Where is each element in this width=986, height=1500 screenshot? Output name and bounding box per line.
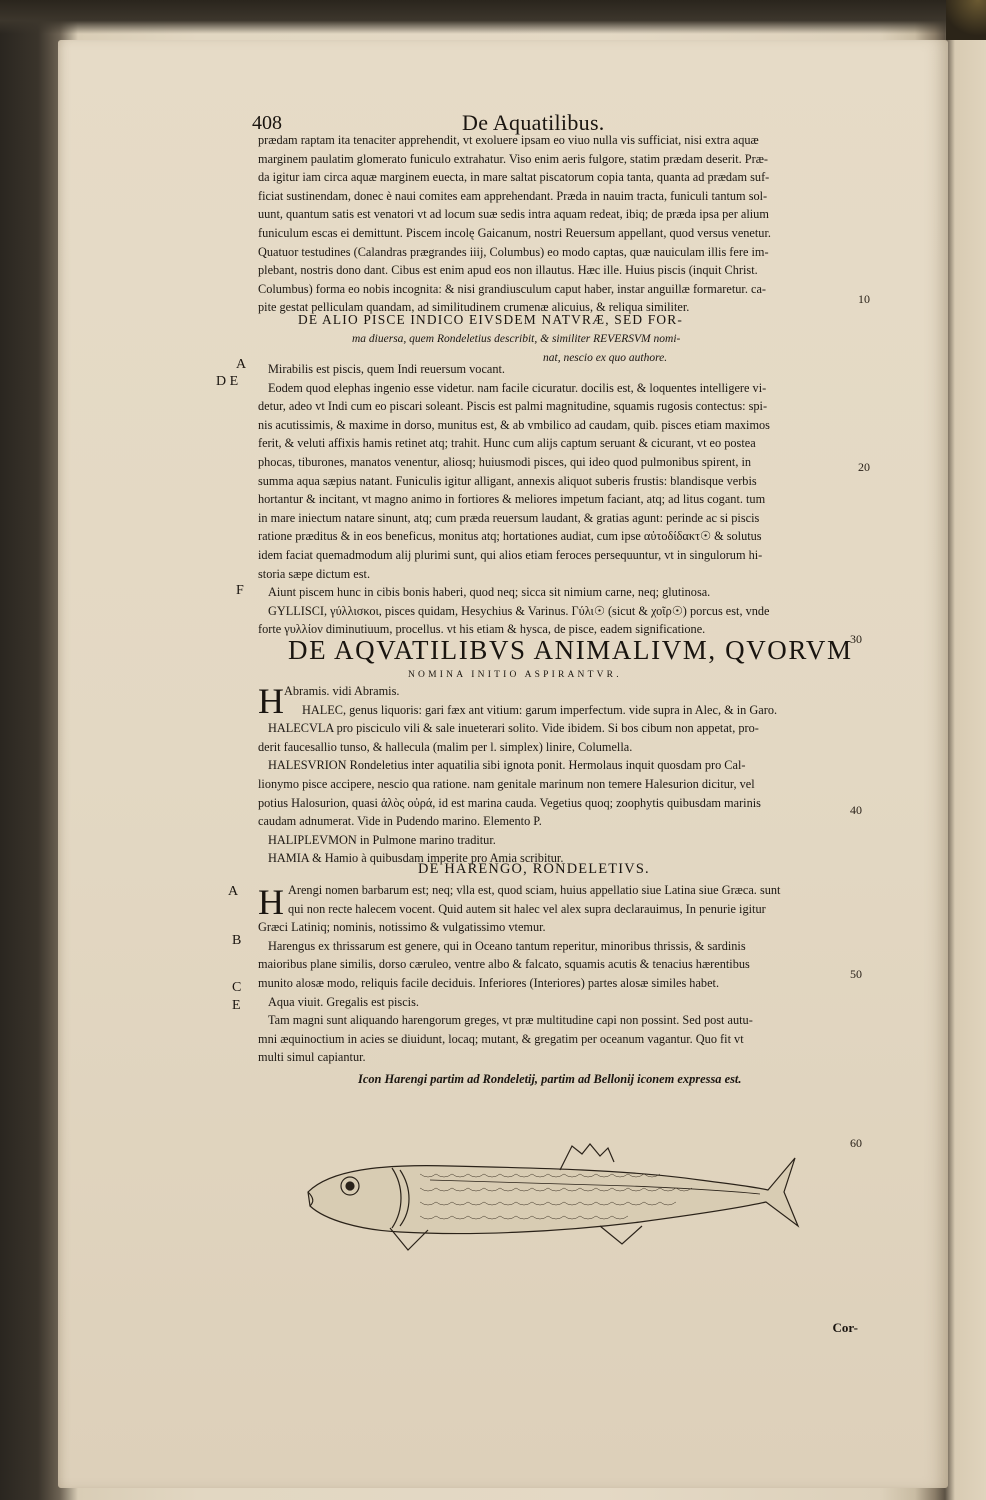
section1-text (258, 131, 771, 317)
text-line: Columbus) forma eo nobis incognita: & nisi grandiusculum caput haber, instar anguillæ formaretur. ca- (258, 281, 767, 296)
text-line: Græci Latiniq; nominis, notissimo & vulgatissimo vtemur. (258, 920, 546, 935)
section2-text (258, 360, 770, 639)
ribbon-marker (946, 0, 986, 40)
text-line: caudam adnumerat. Vide in Pudendo marino. Elemento P. (258, 814, 542, 829)
major-heading: DE AQVATILIBVS ANIMALIVM, QVORVM (288, 635, 853, 665)
text-line: HALEC, genus liquoris: gari fæx ant vitium: garum imperfectum. vide supra in Alec, & in Garo. (302, 702, 778, 717)
text-line: Arengi nomen barbarum est; neq; vlla est, quod sciam, huius appellatio siue Latina siue Græca. sunt (288, 883, 781, 897)
text-line: plebant, nostris dono dant. Cibus est enim apud eos non illautus. Hæc ille. Huius piscis (inquit Christ. (258, 263, 758, 278)
text-line: Harengus ex thrissarum est genere, qui in Oceano tantum reperitur, minoribus thrissis, & sardinis (268, 938, 746, 953)
page-number: 408 (252, 112, 282, 134)
text-line: ferit, & veluti affixis hamis retinet atq; trahit. Hunc cum alijs captum seruant & cicurant, vt eo postea (258, 436, 756, 451)
text-line: Aiunt piscem hunc in cibis bonis haberi, quod neq; sicca sit nimium carne, neq; glutinosa. (268, 585, 711, 600)
text-line: mni æquinoctium in acies se diuidunt, locaq; mutant, & gregatim per oceanum vagantur. Quo fit vt (258, 1031, 744, 1046)
margin-letter: F (236, 583, 244, 598)
text-line: munito alosæ modo, reliquis facile deciduis. Inferiores (Interiores) partes alosæ similes habet. (258, 975, 720, 990)
herring-woodcut-illustration (300, 1140, 800, 1290)
text-line: qui non recte halecem vocent. Quid autem sit halec vel alex supra declarauimus, In penurie igitur (288, 901, 766, 916)
drop-initial: H (258, 681, 284, 721)
figure-caption: Icon Harengi partim ad Rondeletij, partim ad Bellonij iconem expressa est. (358, 1072, 742, 1086)
text-line: Tam magni sunt aliquando harengorum greges, vt præ multitudine capi non possint. Sed post autu- (268, 1013, 753, 1028)
section3-text (258, 682, 777, 868)
text-line: funiculum escas ei demittunt. Piscem incolę Gaicanum, nostri Reuersum appellant, quod versus venetur. (258, 225, 771, 240)
margin-letter: B (232, 933, 242, 948)
text-line: HALIPLEVMON in Pulmone marino traditur. (268, 832, 496, 847)
section-heading: DE HARENGO, RONDELETIVS. (418, 861, 650, 877)
line-number: 50 (850, 967, 862, 981)
text-line: Abramis. vidi Abramis. (284, 684, 400, 698)
section-heading: DE ALIO PISCE INDICO EIVSDEM NATVRÆ, SED FOR- (298, 312, 684, 327)
text-line: phocas, tiburones, manatos venentur, aliosq; huiusmodi pisces, qui ideo quod pulmonibus spirent, in (258, 454, 752, 469)
text-line: forte γυλλίον diminutiuum, procellus. vt his etiam & hysca, de pisce, eadem significatione. (258, 622, 706, 637)
line-number: 30 (850, 632, 862, 646)
text-line: ratione præditus & in eos beneficus, monitus atq; hortationes audiat, cum ipse αὐτοδίδακτ☉ & solutus (258, 529, 762, 544)
margin-letter: C (232, 980, 242, 995)
section-heading-line3: nat, nescio ex quo authore. (543, 352, 668, 364)
text-line: HAMIA & Hamio à quibusdam imperite pro Amia scribitur. (268, 851, 564, 866)
margin-letter: E (232, 998, 241, 1013)
text-line: lionymo pisce accipere, nescio qua ratione. nam genitale marinum non temere Halesurion dicitur, vel (258, 776, 755, 791)
text-line: detur, adeo vt Indi cum eo piscari soleant. Piscis est palmi magnitudine, squamis rugosis contectus: spi- (258, 399, 768, 414)
text-line: multi simul capiantur. (258, 1050, 366, 1065)
text-line: ficiat sustinendam, donec è naui comites eam apprehendant. Præda in nauim tracta, funiculi tantum sol- (258, 188, 768, 203)
text-line: storia sæpe dictum est. (258, 566, 371, 581)
section-heading-line2: ma diuersa, quem Rondeletius describit, & similiter REVERSVM nomi- (352, 333, 681, 345)
text-line: potius Halosurion, quasi ἁλὸς οὐρά, id est marina cauda. Vegetius quoq; zoophytis quibusdam marinis (258, 795, 761, 810)
text-line: Mirabilis est piscis, quem Indi reuersum vocant. (268, 362, 506, 376)
text-line: uunt, quantum satis est venatori vt ad locum suæ sedis intra aquam redeat, ibiq; de præda ipsa per alium (258, 207, 769, 222)
running-title: De Aquatilibus. (462, 110, 605, 135)
major-heading-line2: NOMINA INITIO ASPIRANTVR. (408, 670, 622, 680)
margin-letter: A (236, 357, 247, 372)
text-line: maioribus plane similis, dorso cæruleo, ventre albo & falcato, squamis acutis & tenacius hærentibus (258, 957, 750, 972)
text-line: pite gestat pelliculam quandam, ad similitudinem crumenæ alicuius, & reliqua similiter. (258, 300, 690, 315)
text-line: Quatuor testudines (Calandras prægrandes iiij, Columbus) eo modo captas, quæ nauiculam illis fere im- (258, 244, 769, 259)
text-line: HALESVRION Rondeletius inter aquatilia sibi ignota ponit. Hermolaus inquit quosdam pro Cal- (268, 758, 746, 773)
text-line: GYLLISCI, γύλλισκοι, pisces quidam, Hesychius & Varinus. Γύλι☉ (sicut & χοῖρ☉) porcus est, vnde (268, 603, 770, 618)
line-number: 20 (858, 460, 870, 474)
text-line: derit faucesallio tunso, & hallecula (malim per l. simplex) linire, Columella. (258, 739, 633, 754)
book-top-edge (0, 0, 986, 34)
text-line: prædam raptam ita tenaciter apprehendit, vt exoluere ipsam eo viuo nulla vis sufficiat, nisi extra aquæ (258, 133, 759, 147)
text-line: marginem paulatim glomerato funiculo extrahatur. Viso enim aeris fulgore, statim prædam deserit. Præ- (258, 151, 769, 166)
text-line: Eodem quod elephas ingenio esse videtur. nam facile cicuratur. docilis est, & loquentes intelligere vi- (268, 380, 767, 395)
section4-text (258, 881, 780, 1067)
line-number: 60 (850, 1136, 862, 1150)
text-line: in mare iniectum natare sinunt, atq; cum præda reuersum laudant, & gratias agunt: perinde ac si piscis (258, 510, 760, 525)
line-number: 10 (858, 292, 870, 306)
margin-letter: D E (216, 374, 239, 389)
text-line: da igitur iam circa aquæ marginem euecta, in mare saltat piscatorum copia tanta, quanta ad prædam suf- (258, 170, 770, 185)
text-line: hortantur & incitant, vt magno animo in fortiores & meliores impetum faciant, atq; ad litus cogant. tum (258, 492, 766, 507)
text-line: summa aqua sæpius natant. Funiculis igitur alligant, annexis aliquot suberis frustis: blandisque verbis (258, 473, 757, 488)
text-line: nis acutissimis, & maxime in dorso, munitus est, & ab vmbilico ad caudam, quib. pisces etiam maximos (258, 417, 770, 432)
text-line: idem faciat quemadmodum alij plurimi sunt, qui alios etiam feroces persequuntur, vt in singulorum hi- (258, 547, 763, 562)
text-line: Aqua viuit. Gregalis est piscis. (268, 994, 419, 1009)
drop-initial: H (258, 882, 284, 922)
margin-letter: A (228, 884, 239, 899)
catchword: Cor- (832, 1320, 858, 1335)
text-line: HALECVLA pro pisciculo vili & sale inueterari solito. Vide ibidem. Si bos cibum non appetat, pro- (268, 721, 759, 736)
line-number: 40 (850, 803, 862, 817)
